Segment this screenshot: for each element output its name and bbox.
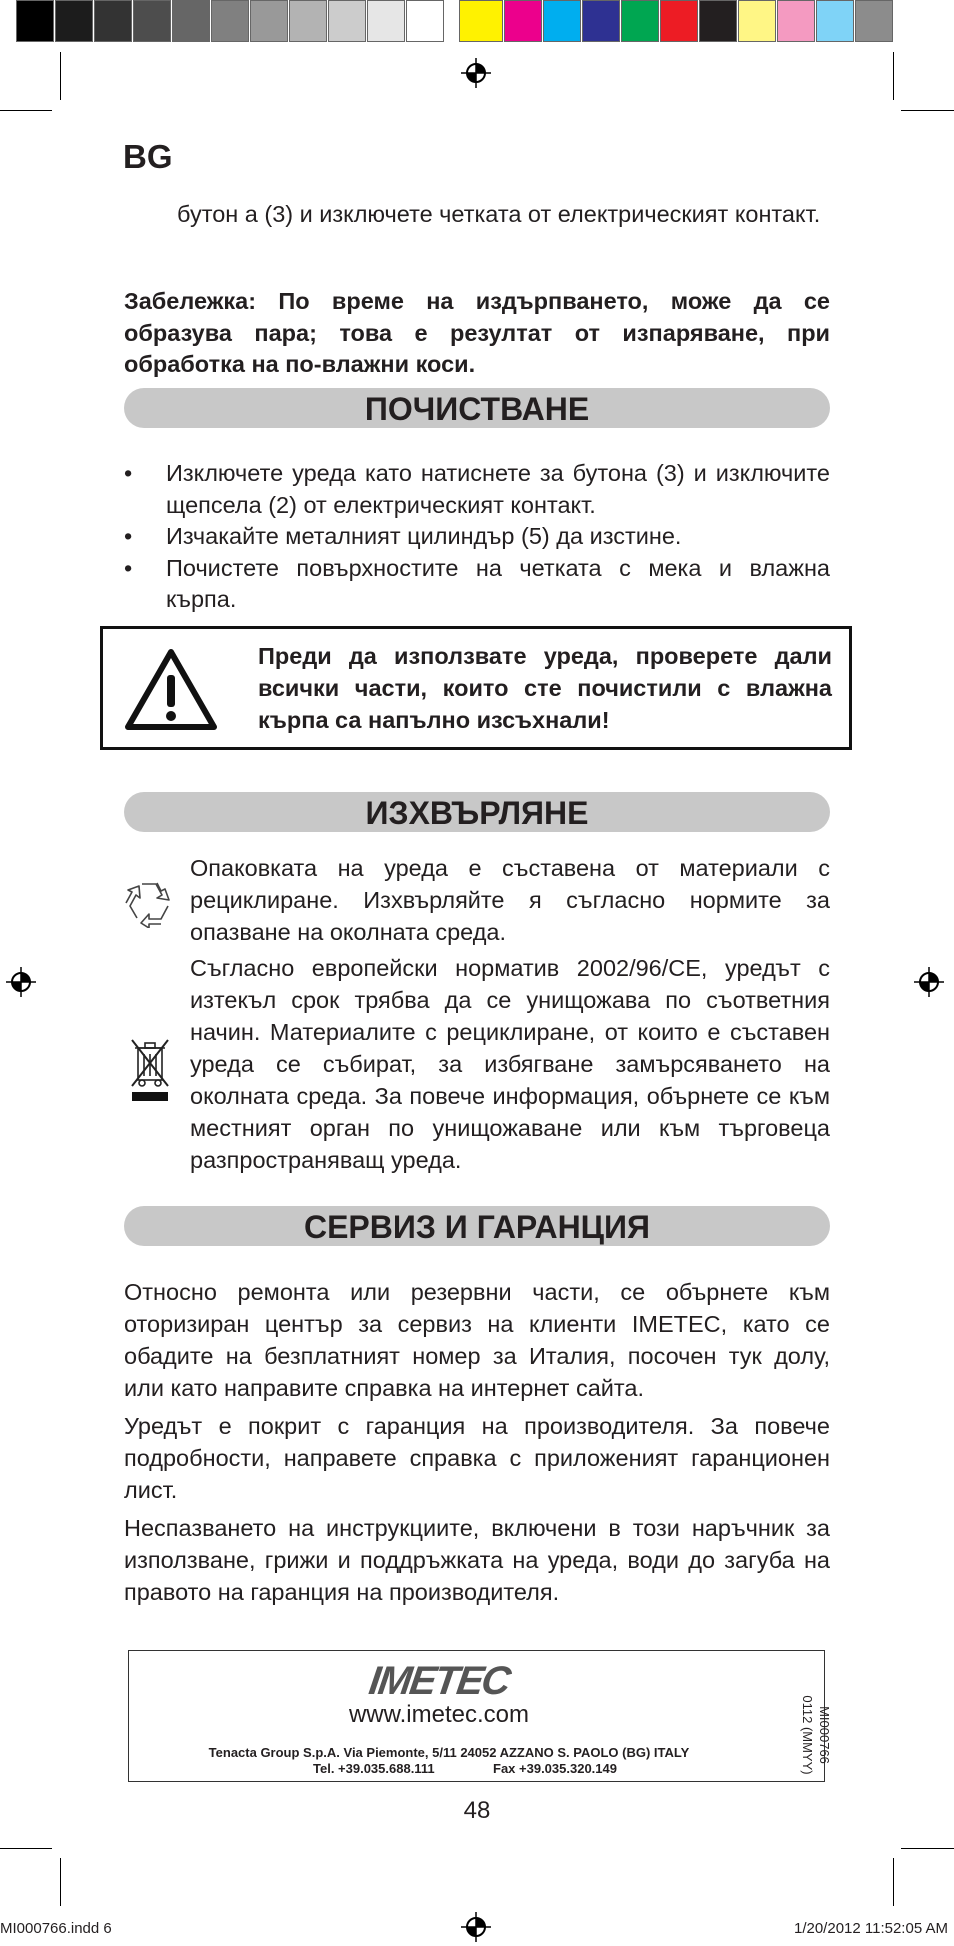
packaging-paragraph: Опаковката на уреда е съставена от материали с рециклиране. Изхвърляйте я съгласно нормите за опазване на околната среда. bbox=[190, 855, 830, 945]
color-swatch bbox=[855, 0, 893, 42]
company-address: Tenacta Group S.p.A. Via Piemonte, 5/11 24052 AZZANO S. PAOLO (BG) ITALY bbox=[208, 1745, 690, 1760]
section-heading-service: СЕРВИЗ И ГАРАНЦИЯ bbox=[124, 1206, 830, 1246]
service-paragraph: Относно ремонта или резервни части, се обърнете към оторизиран център за сервиз на клиенти IMETEC, като се обадите на безплатният номер за Италия, посочен тук долу, или като направите справка на интернет сайта. bbox=[124, 1279, 830, 1401]
color-swatch bbox=[16, 0, 54, 42]
section-heading-disposal: ИЗХВЪРЛЯНЕ bbox=[124, 792, 830, 832]
crossed-bin-icon bbox=[130, 1036, 170, 1102]
color-swatch bbox=[582, 0, 620, 42]
timestamp-slug: 1/20/2012 11:52:05 AM bbox=[793, 1920, 948, 1937]
registration-mark-icon bbox=[461, 1912, 491, 1942]
document-code-number: MI000766 bbox=[817, 1706, 832, 1764]
recycle-icon bbox=[124, 878, 174, 928]
color-swatch bbox=[211, 0, 249, 42]
color-swatch bbox=[406, 0, 444, 42]
registration-mark-icon bbox=[914, 967, 944, 997]
color-swatch bbox=[504, 0, 542, 42]
crop-mark bbox=[60, 1858, 61, 1906]
color-swatch bbox=[699, 0, 737, 42]
crop-mark bbox=[893, 52, 894, 100]
language-code: BG bbox=[123, 138, 173, 175]
color-swatch bbox=[621, 0, 659, 42]
list-item: • Почистете повърхностите на четката с мека и влажна кърпа. bbox=[124, 553, 830, 616]
file-slug: MI000766.indd 6 bbox=[0, 1920, 112, 1937]
warning-box bbox=[100, 626, 852, 750]
list-item: • Изчакайте металният цилиндър (5) да изстине. bbox=[124, 521, 830, 553]
color-swatch bbox=[660, 0, 698, 42]
warning-triangle-icon bbox=[123, 647, 219, 733]
cleaning-bullet-list bbox=[124, 458, 830, 616]
crop-mark bbox=[0, 1848, 52, 1849]
color-swatch bbox=[816, 0, 854, 42]
color-swatch bbox=[459, 0, 503, 42]
note-paragraph: Забележка: По време на издърпването, може да се образува пара; това е резултат от изпаряване, при обработка на по-влажни коси. bbox=[124, 288, 830, 377]
brand-logo: IMETEC bbox=[366, 1659, 512, 1703]
weee-paragraph: Съгласно европейски норматив 2002/96/CE, уредът с изтекъл срок трябва да се унищожава по съответния начин. Материалите с рециклиране, от които е съставен уреда се събират, за избягване замърсяването на околната среда. За повече информация, обърнете се към местният орган по унищожаване или към търговеца разпространяващ уреда. bbox=[190, 955, 830, 1173]
warranty-loss-paragraph: Неспазването на инструкциите, включени в този наръчник за използване, грижи и поддръжката на уреда, води до загуба на правото на гаранция на производителя. bbox=[124, 1515, 830, 1605]
footer-box bbox=[128, 1650, 832, 1782]
color-swatch bbox=[94, 0, 132, 42]
registration-mark-icon bbox=[6, 967, 36, 997]
color-swatch bbox=[543, 0, 581, 42]
fax-number: Fax +39.035.320.149 bbox=[493, 1761, 617, 1776]
page-number: 48 bbox=[463, 1797, 491, 1824]
color-swatch bbox=[133, 0, 171, 42]
continued-paragraph: бутон а (3) и изключете четката от електрическият контакт. bbox=[177, 201, 821, 227]
color-swatch bbox=[738, 0, 776, 42]
color-swatch bbox=[777, 0, 815, 42]
color-swatch bbox=[289, 0, 327, 42]
document-date-code: 0112 (MMYY) bbox=[800, 1695, 815, 1775]
registration-mark-icon bbox=[461, 58, 491, 88]
crop-mark bbox=[901, 1848, 954, 1849]
crop-mark bbox=[901, 110, 954, 111]
telephone-number: Tel. +39.035.688.111 bbox=[313, 1761, 435, 1776]
crop-mark bbox=[60, 52, 61, 100]
color-swatch bbox=[55, 0, 93, 42]
crop-mark bbox=[0, 110, 52, 111]
document-code bbox=[797, 1675, 833, 1795]
section-heading-cleaning: ПОЧИСТВАНЕ bbox=[124, 388, 830, 428]
color-swatch bbox=[367, 0, 405, 42]
warning-text: Преди да използвате уреда, проверете дали всички части, които сте почистили с влажна кърпа са напълно изсъхнали! bbox=[258, 643, 832, 733]
printer-color-bar bbox=[16, 0, 894, 44]
crop-mark bbox=[893, 1858, 894, 1906]
color-swatch bbox=[250, 0, 288, 42]
color-swatch bbox=[172, 0, 210, 42]
list-item: • Изключете уреда като натиснете за бутона (3) и изключите щепсела (2) от електрическият контакт. bbox=[124, 458, 830, 521]
website-link[interactable]: www.imetec.com bbox=[348, 1701, 530, 1728]
warranty-paragraph: Уредът е покрит с гаранция на производителя. За повече подробности, направете справка с приложеният гаранционен лист. bbox=[124, 1413, 830, 1503]
color-swatch bbox=[328, 0, 366, 42]
